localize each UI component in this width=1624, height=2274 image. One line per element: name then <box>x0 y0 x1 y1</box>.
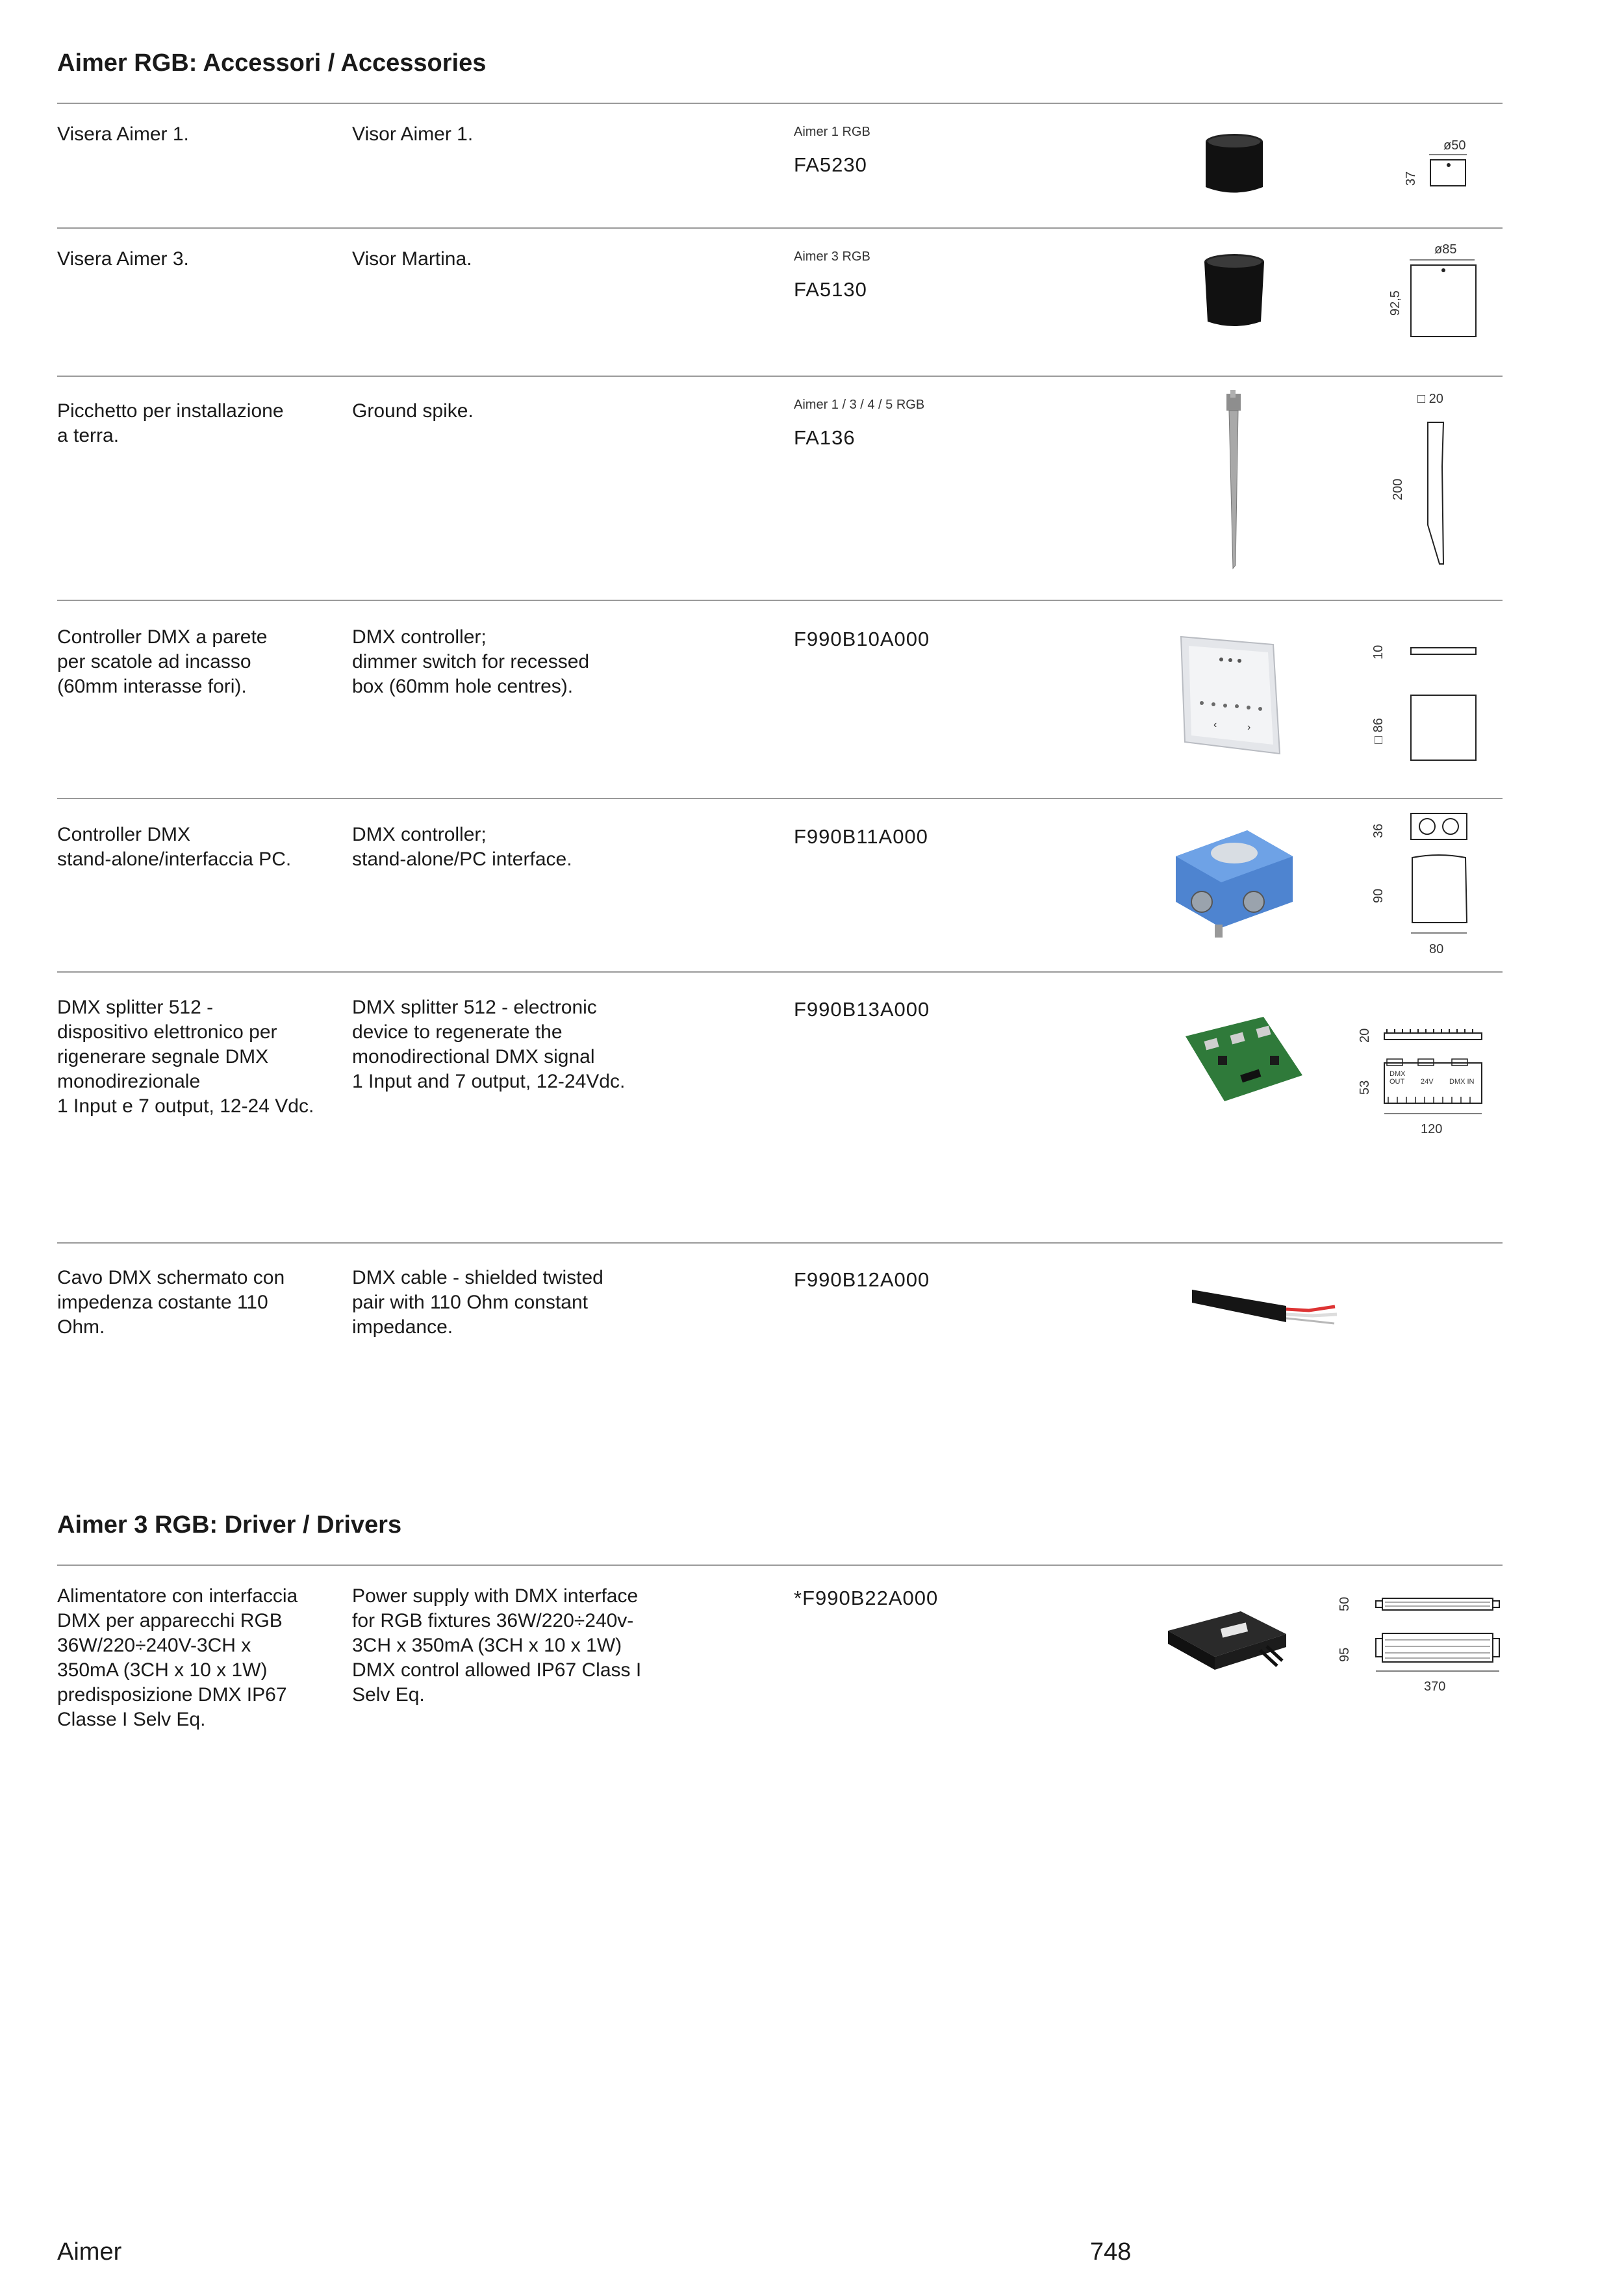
dimension-label: 53 <box>1358 1080 1372 1095</box>
row-description-en: DMX splitter 512 - electronic device to regenerate the monodirectional DMX signal 1 Input and 7 output, 12-24Vdc. <box>352 997 626 1092</box>
visor-drawing <box>1377 239 1488 343</box>
dimension-label: 36 <box>1371 823 1386 838</box>
dimension-label: ø85 <box>1434 242 1457 257</box>
divider <box>57 1242 1503 1244</box>
board-label: OUT <box>1389 1078 1405 1086</box>
dimension-label: □ 86 <box>1371 718 1386 744</box>
dimension-label: 80 <box>1429 942 1444 956</box>
dimension-label: ø50 <box>1443 138 1466 153</box>
dimension-label: 370 <box>1424 1680 1446 1694</box>
row-description-en: Visor Martina. <box>352 248 472 270</box>
dimension-label: 200 <box>1391 478 1405 500</box>
row-description-it: Visera Aimer 1. <box>57 123 189 145</box>
visor-photo <box>1199 250 1270 335</box>
board-label: DMX IN <box>1449 1078 1475 1086</box>
dimension-label: 95 <box>1338 1647 1352 1662</box>
product-code: *F990B22A000 <box>794 1587 939 1609</box>
row-description-it: Cavo DMX schermato con impedenza costante 110 Ohm. <box>57 1267 285 1338</box>
svg-text:›: › <box>1247 722 1251 733</box>
visor-drawing <box>1397 135 1475 194</box>
ground-spike-photo <box>1215 390 1254 572</box>
product-code: FA136 <box>794 426 856 449</box>
dimension-label: 10 <box>1371 645 1386 659</box>
dmx-cable-photo <box>1189 1277 1351 1335</box>
row-description-en: DMX controller; dimmer switch for recessed box (60mm hole centres). <box>352 626 590 697</box>
dimension-label: 120 <box>1421 1122 1443 1136</box>
dimension-label: 37 <box>1404 171 1418 186</box>
dimension-label: 90 <box>1371 888 1386 903</box>
row-description-en: Visor Aimer 1. <box>352 123 474 145</box>
row-description-it: Visera Aimer 3. <box>57 248 189 270</box>
dmx-splitter-drawing <box>1348 1014 1491 1143</box>
divider <box>57 103 1503 104</box>
divider <box>57 376 1503 377</box>
divider <box>57 227 1503 229</box>
row-description-en: Ground spike. <box>352 400 474 422</box>
svg-text:‹: ‹ <box>1213 719 1217 730</box>
divider <box>57 798 1503 799</box>
section-title-accessories: Aimer RGB: Accessori / Accessories <box>57 49 487 77</box>
divider <box>57 971 1503 973</box>
product-code: F990B13A000 <box>794 998 930 1021</box>
dimension-label: 50 <box>1338 1596 1352 1611</box>
row-model: Aimer 1 RGB <box>794 125 870 139</box>
row-description-en: DMX controller; stand-alone/PC interface. <box>352 824 572 870</box>
dmx-wall-controller-photo <box>1176 630 1286 760</box>
board-label: DMX <box>1389 1070 1406 1078</box>
row-description-it: Controller DMX a parete per scatole ad incasso (60mm interasse fori). <box>57 626 268 697</box>
visor-photo <box>1199 130 1270 201</box>
row-description-it: Alimentatore con interfaccia DMX per apparecchi RGB 36W/220÷240V-3CH x 350mA (3CH x 10 x 1W) predisposizione DMX IP67 Classe I Selv Eq. <box>57 1585 298 1730</box>
dmx-interface-photo <box>1169 817 1299 941</box>
footer-brand: Aimer <box>57 2238 122 2266</box>
row-model: Aimer 3 RGB <box>794 249 870 264</box>
product-code: F990B12A000 <box>794 1268 930 1291</box>
product-code: F990B10A000 <box>794 628 930 650</box>
row-description-it: DMX splitter 512 - dispositivo elettronico per rigenerare segnale DMX monodirezionale 1 Input e 7 output, 12-24 Vdc. <box>57 997 314 1117</box>
divider <box>57 600 1503 601</box>
product-code: FA5230 <box>794 153 867 176</box>
dimension-label: 20 <box>1358 1028 1372 1043</box>
product-code: F990B11A000 <box>794 825 928 848</box>
row-description-en: Power supply with DMX interface for RGB fixtures 36W/220÷240v- 3CH x 350mA (3CH x 10 x 1W) DMX control allowed IP67 Class I Selv Eq. <box>352 1585 642 1706</box>
dimension-label: 92,5 <box>1388 290 1402 316</box>
row-description-en: DMX cable - shielded twisted pair with 110 Ohm constant impedance. <box>352 1267 603 1338</box>
ground-spike-drawing <box>1377 389 1462 570</box>
dimension-label: □ 20 <box>1417 392 1443 406</box>
page-number: 748 <box>1090 2238 1132 2266</box>
product-code: FA5130 <box>794 278 867 301</box>
row-description-it: Picchetto per installazione a terra. <box>57 400 284 446</box>
dmx-interface-drawing <box>1364 806 1507 962</box>
board-label: 24V <box>1421 1078 1434 1086</box>
driver-photo <box>1163 1605 1293 1683</box>
dmx-splitter-photo <box>1179 1010 1309 1114</box>
row-model: Aimer 1 / 3 / 4 / 5 RGB <box>794 398 925 412</box>
driver-drawing <box>1325 1566 1507 1696</box>
row-description-it: Controller DMX stand-alone/interfaccia PC. <box>57 824 292 870</box>
dmx-wall-controller-drawing <box>1364 633 1494 763</box>
divider <box>57 1565 1503 1566</box>
section-title-drivers: Aimer 3 RGB: Driver / Drivers <box>57 1511 402 1539</box>
